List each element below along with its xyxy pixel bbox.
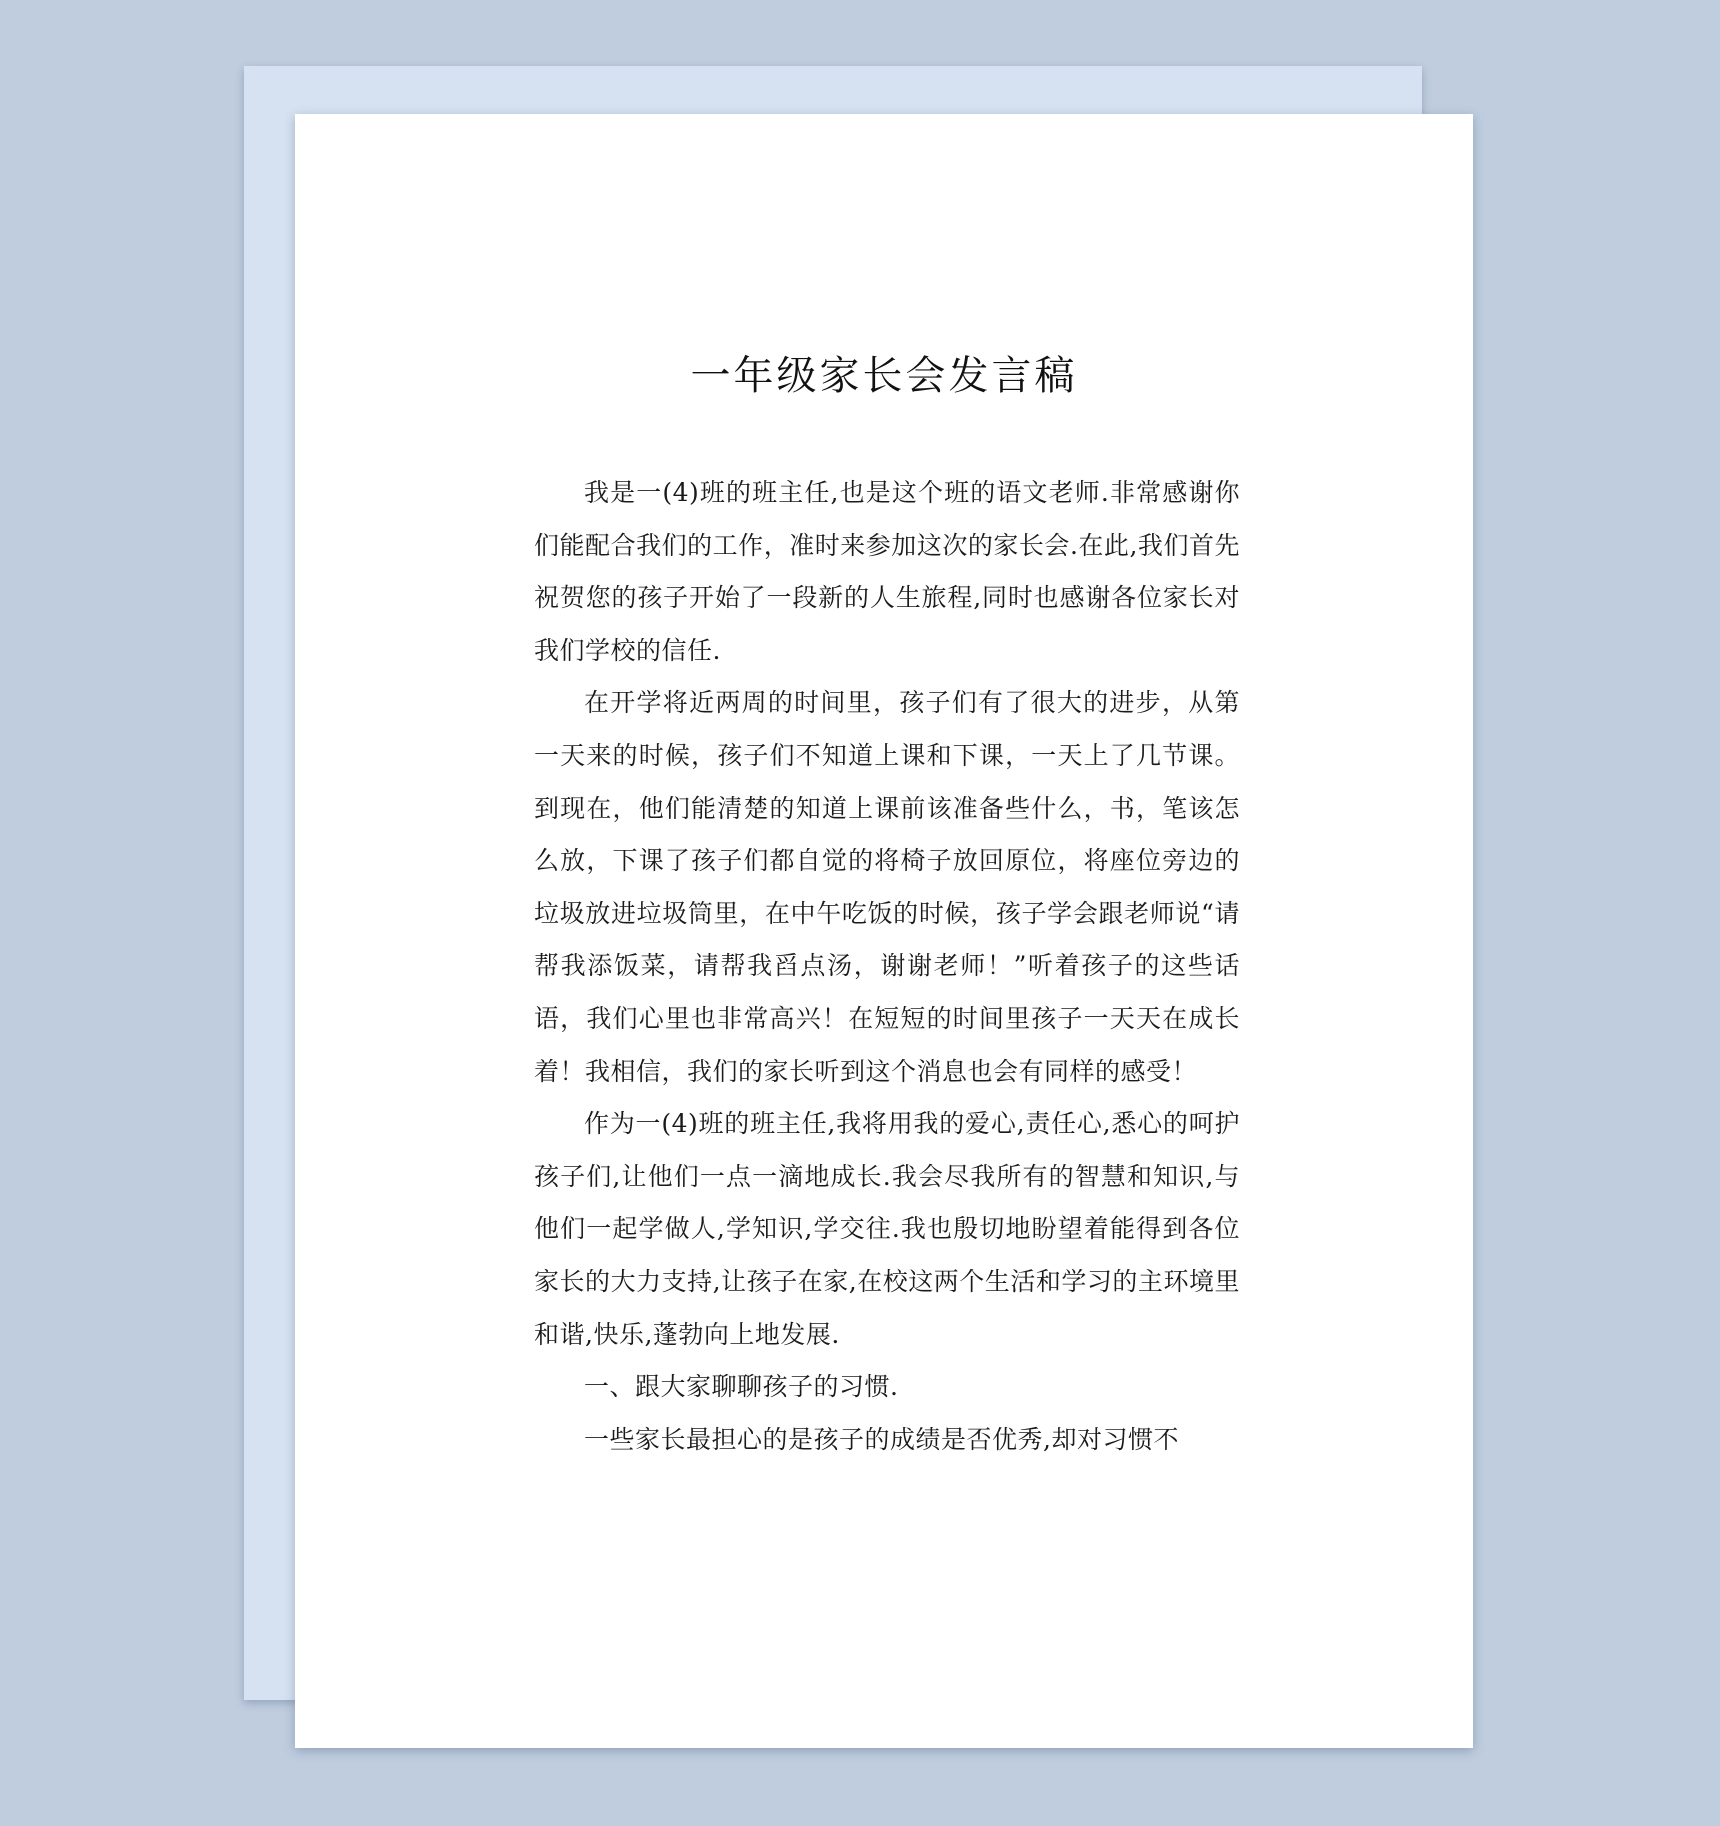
paragraph-intro: 我是一(4)班的班主任,也是这个班的语文老师.非常感谢你们能配合我们的工作，准时来参加这次的家长会.在此,我们首先祝贺您的孩子开始了一段新的人生旅程,同时也感谢各位家长对我们学校的信任. [534,478,1240,665]
paragraph-commitment: 作为一(4)班的班主任,我将用我的爱心,责任心,悉心的呵护孩子们,让他们一点一滴地成长.我会尽我所有的智慧和知识,与他们一起学做人,学知识,学交往.我也殷切地盼望着能得到各位家长的大力支持,让孩子在家,在校这两个生活和学习的主环境里和谐,快乐,蓬勃向上地发展. [534,1109,1240,1349]
document-body [534,467,1240,1466]
document-title: 一年级家长会发言稿 [690,353,1078,399]
section-heading-habits: 一、跟大家聊聊孩子的习惯. [584,1372,899,1402]
paragraph-habits: 一些家长最担心的是孩子的成绩是否优秀,却对习惯不 [584,1424,1179,1454]
paragraph-progress: 在开学将近两周的时间里，孩子们有了很大的进步，从第一天来的时候，孩子们不知道上课和下课，一天上了几节课。到现在，他们能清楚的知道上课前该准备些什么，书，笔该怎么放，下课了孩子们都自觉的将椅子放回原位，将座位旁边的垃圾放进垃圾筒里，在中午吃饭的时候，孩子学会跟老师说“请帮我添饭菜，请帮我舀点汤，谢谢老师！”听着孩子的这些话语，我们心里也非常高兴！在短短的时间里孩子一天天在成长着！我相信，我们的家长听到这个消息也会有同样的感受！ [534,688,1240,1086]
document-page [295,114,1473,1748]
